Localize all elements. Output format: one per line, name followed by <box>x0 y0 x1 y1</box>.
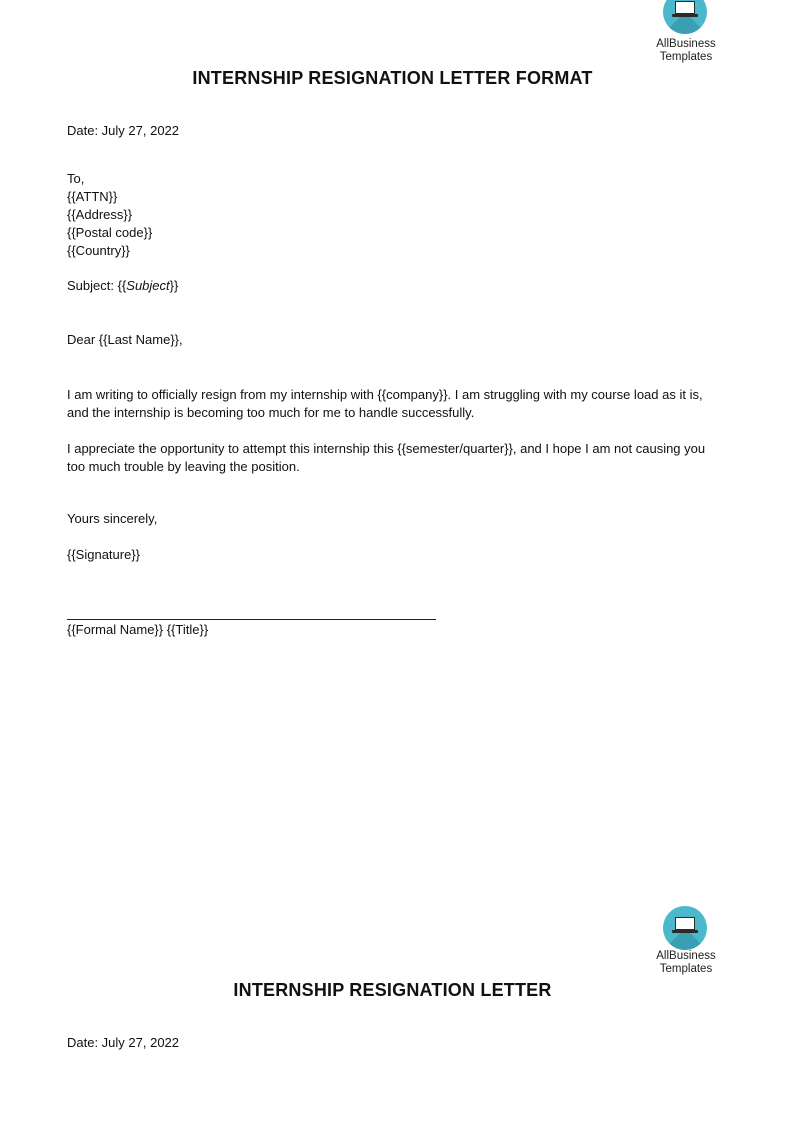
logo-line-2: Templates <box>659 50 713 63</box>
laptop-icon <box>663 906 707 950</box>
letter-date: Date: July 27, 2022 <box>67 123 180 138</box>
document-title: INTERNSHIP RESIGNATION LETTER FORMAT <box>192 68 593 88</box>
greeting: Dear {{Last Name}}, <box>67 332 183 347</box>
logo-text <box>646 950 726 975</box>
laptop-icon <box>663 0 707 34</box>
signature-line <box>67 619 436 620</box>
body-paragraph-1: I am writing to officially resign from my internship with {{company}}. I am struggling with my course load as it is, and the internship is becoming too much for me to handle successfully. <box>67 387 703 420</box>
logo-text <box>646 38 726 63</box>
recipient-line: {{Address}} <box>67 207 133 222</box>
recipient-line: {{ATTN}} <box>67 189 118 204</box>
allbusiness-logo <box>646 0 726 62</box>
logo-line-1: AllBusiness <box>656 38 716 50</box>
recipient-line: {{Country}} <box>67 243 130 258</box>
formal-name-title: {{Formal Name}} {{Title}} <box>67 622 209 637</box>
subject-prefix: Subject: {{ <box>67 278 127 293</box>
letter-date-page-2: Date: July 27, 2022 <box>67 1035 180 1050</box>
subject-suffix: }} <box>169 278 179 293</box>
recipient-line: {{Postal code}} <box>67 225 153 240</box>
logo-line-1: AllBusiness <box>656 950 716 962</box>
subject-line <box>67 277 178 295</box>
document-title-page-2: INTERNSHIP RESIGNATION LETTER <box>233 980 552 1000</box>
closing: Yours sincerely, <box>67 511 158 526</box>
recipient-line: To, <box>67 171 85 186</box>
allbusiness-logo <box>646 904 726 974</box>
subject-placeholder: Subject <box>126 278 170 293</box>
body-paragraph-2: I appreciate the opportunity to attempt this internship this {{semester/quarter}}, and I hope I am not causing you too much trouble by leaving the position. <box>67 441 706 474</box>
signature-placeholder: {{Signature}} <box>67 547 141 562</box>
logo-line-2: Templates <box>659 962 713 975</box>
